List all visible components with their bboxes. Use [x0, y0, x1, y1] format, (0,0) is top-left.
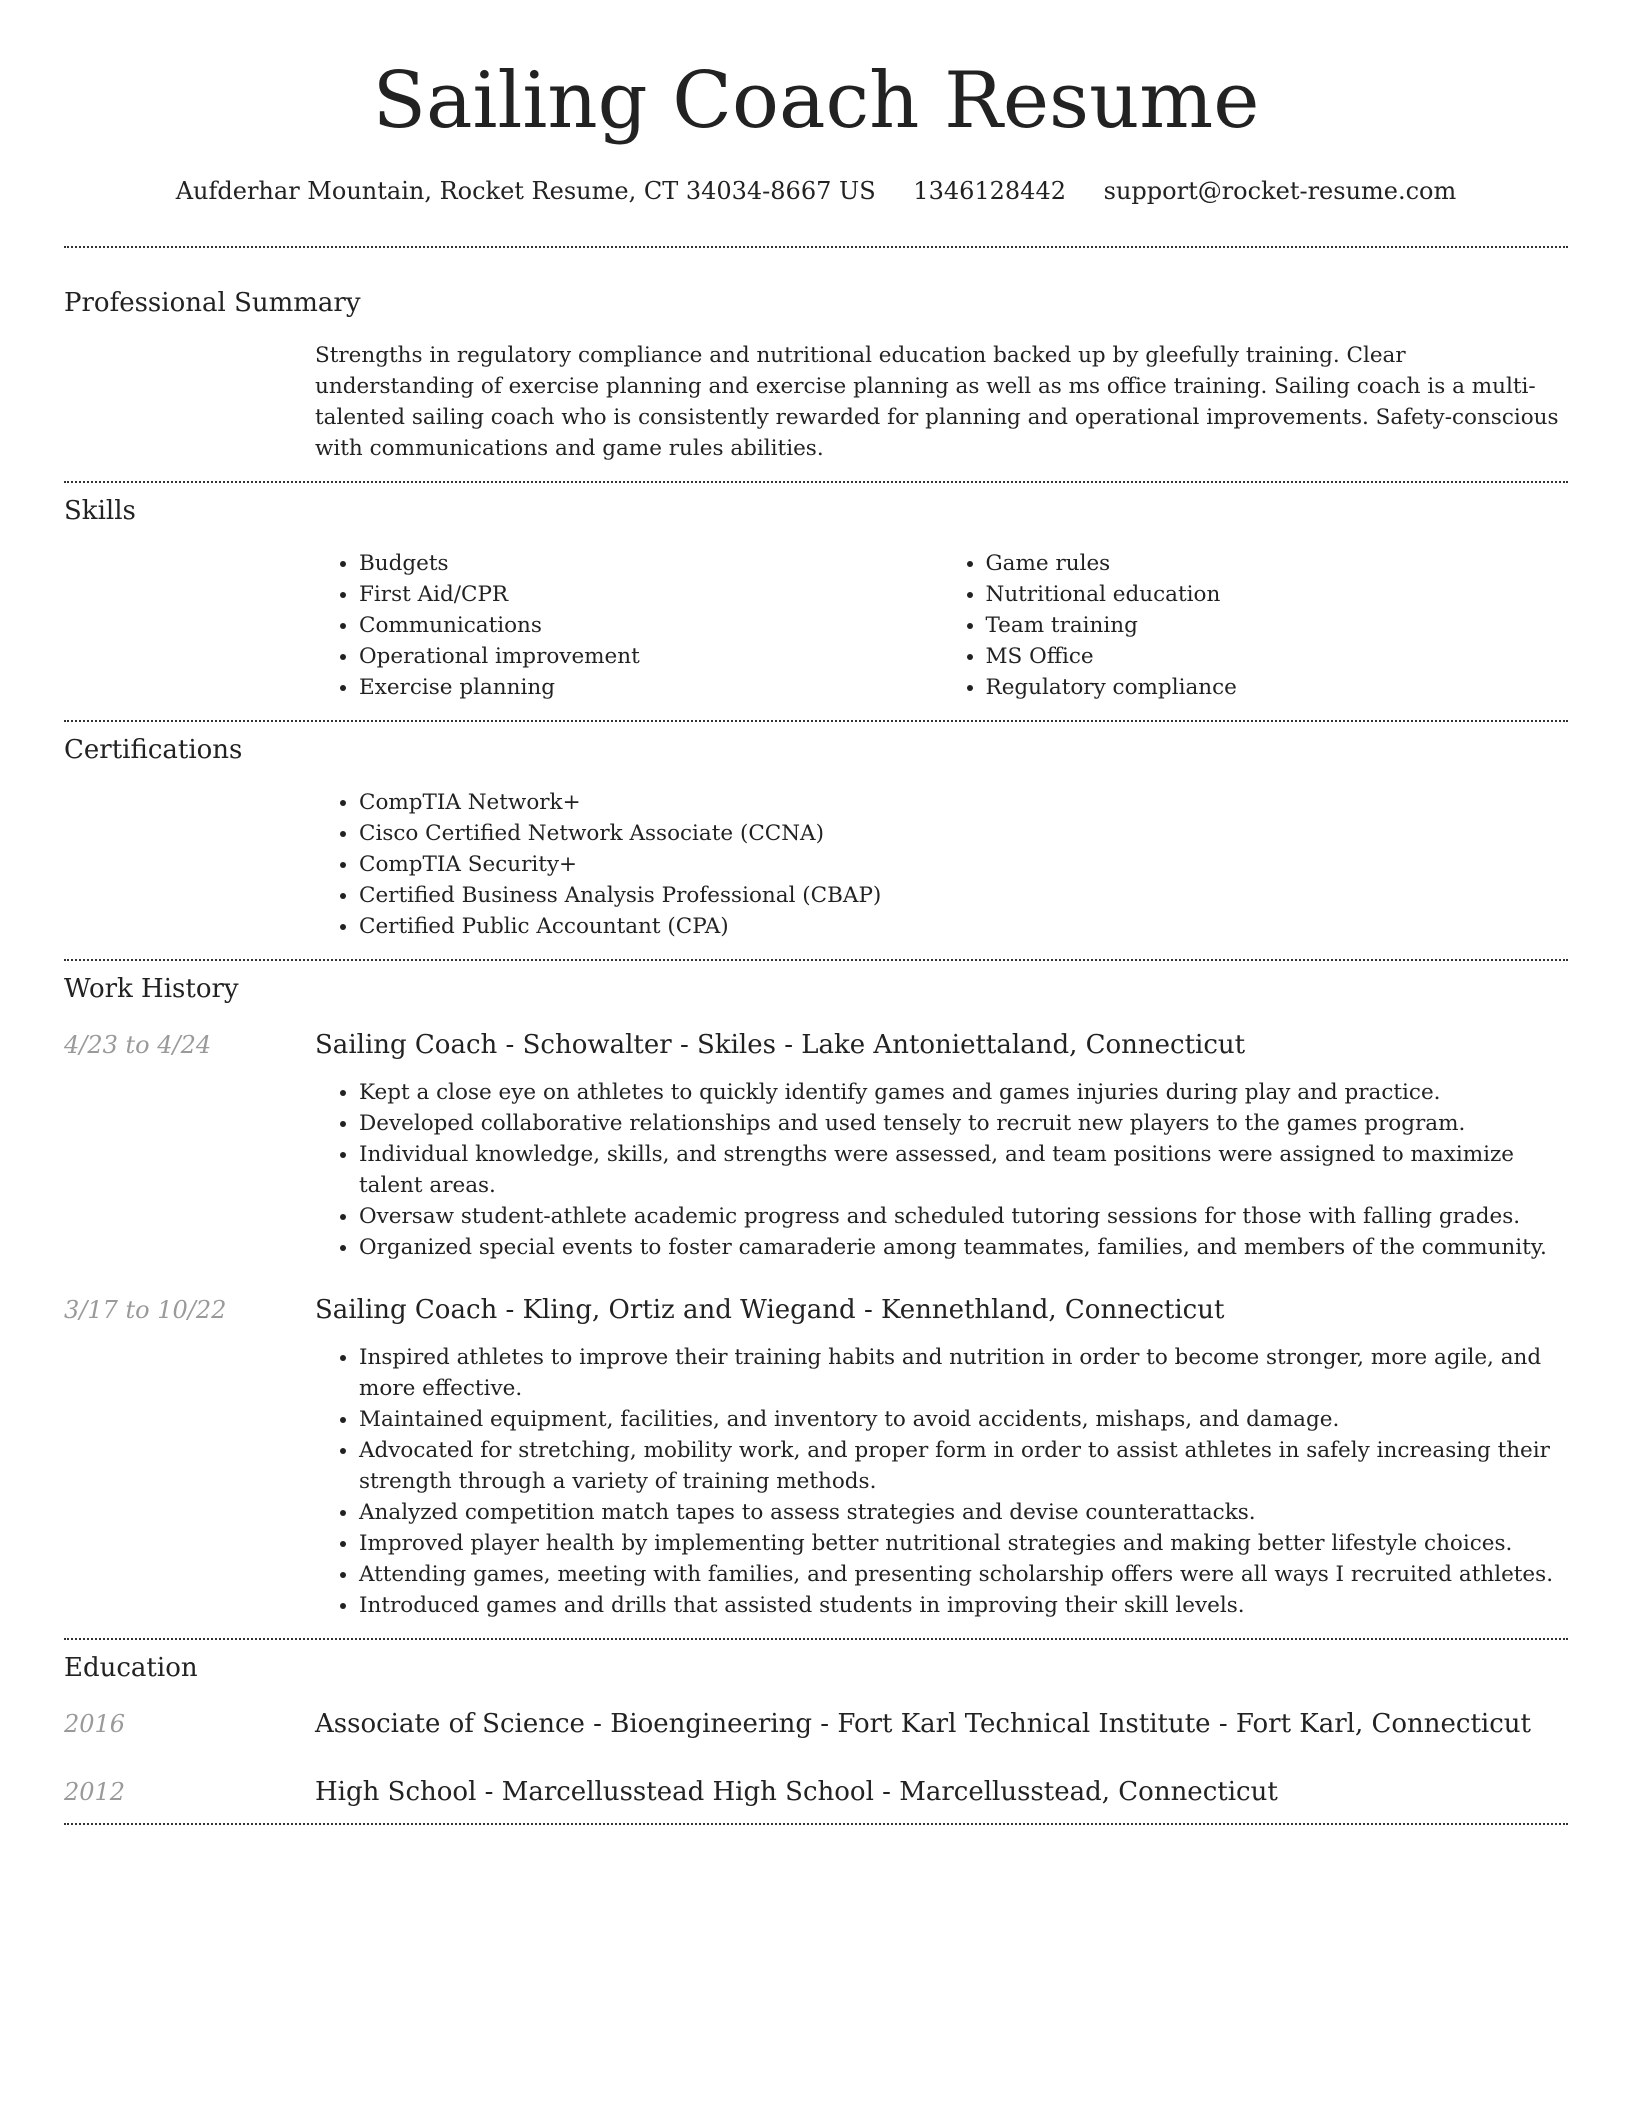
summary-text: Strengths in regulatory compliance and nutritional education backed up by gleefully training. Clear understanding of exercise planning and exercise planning as well as ms office training. Sailing coach is a multi-talented sailing coach who is consistently rewarded for planning and operational improvements. Safety-conscious with communications and game rules abilities. [315, 343, 1559, 461]
skill-item: • Nutritional education [986, 579, 1569, 610]
job-bullet: • Oversaw student-athlete academic progress and scheduled tutoring sessions for those with falling grades. [359, 1201, 1568, 1232]
education-date: 2012 [64, 1778, 126, 1806]
contact-address: Aufderhar Mountain, Rocket Resume, CT 34034-8667 US [175, 177, 876, 205]
summary-heading: Professional Summary [64, 288, 361, 318]
job-date: 4/23 to 4/24 [64, 1031, 212, 1059]
summary-section [64, 286, 1568, 464]
job-bullet: • Attending games, meeting with families, and presenting scholarship offers were all ways I recruited athletes. [359, 1559, 1568, 1590]
job-bullet: • Introduced games and drills that assisted students in improving their skill levels. [359, 1590, 1568, 1621]
work-heading: Work History [64, 974, 239, 1004]
certification-item: • Certified Public Accountant (CPA) [359, 911, 1568, 942]
resume-page [64, 0, 1568, 1825]
contact-phone: 1346128442 [913, 177, 1066, 205]
education-title: High School - Marcellusstead High School - Marcellusstead, Connecticut [315, 1777, 1278, 1807]
certification-item: • Certified Business Analysis Professional (CBAP) [359, 880, 1568, 911]
certifications-heading: Certifications [64, 735, 243, 765]
education-section [64, 1651, 1568, 1809]
education-entry [64, 1775, 1568, 1809]
skill-item: • MS Office [986, 641, 1569, 672]
job-bullet: • Maintained equipment, facilities, and inventory to avoid accidents, mishaps, and damage. [359, 1404, 1568, 1435]
job-bullet: • Developed collaborative relationships and used tensely to recruit new players to the games program. [359, 1108, 1568, 1139]
skill-item: • Regulatory compliance [986, 672, 1569, 703]
skill-item: • Communications [359, 610, 942, 641]
skills-list-right [942, 548, 1569, 703]
job-bullet: • Advocated for stretching, mobility work, and proper form in order to assist athletes in safely increasing their strength through a variety of training methods. [359, 1435, 1568, 1497]
job-bullet: • Inspired athletes to improve their training habits and nutrition in order to become stronger, more agile, and more effective. [359, 1342, 1568, 1404]
skill-item: • Budgets [359, 548, 942, 579]
certification-item: • CompTIA Network+ [359, 787, 1568, 818]
job-title: Sailing Coach - Schowalter - Skiles - Lake Antoniettaland, Connecticut [315, 1030, 1246, 1060]
skill-item: • First Aid/CPR [359, 579, 942, 610]
job-bullets [315, 1342, 1568, 1621]
education-entry [64, 1707, 1568, 1741]
divider [64, 1823, 1568, 1825]
job-bullet: • Analyzed competition match tapes to assess strategies and devise counterattacks. [359, 1497, 1568, 1528]
skill-item: • Team training [986, 610, 1569, 641]
certification-item: • CompTIA Security+ [359, 849, 1568, 880]
certifications-section [64, 733, 1568, 942]
job-bullet: • Improved player health by implementing better nutritional strategies and making better lifestyle choices. [359, 1528, 1568, 1559]
divider [64, 246, 1568, 248]
job-bullet: • Individual knowledge, skills, and strengths were assessed, and team positions were assigned to maximize talent areas. [359, 1139, 1568, 1201]
divider [64, 720, 1568, 722]
job-bullet: • Organized special events to foster camaraderie among teammates, families, and members of the community. [359, 1232, 1568, 1263]
skill-item: • Operational improvement [359, 641, 942, 672]
contact-email: support@rocket-resume.com [1103, 177, 1457, 205]
skill-item: • Exercise planning [359, 672, 942, 703]
job-entry [64, 1028, 1568, 1062]
divider [64, 1638, 1568, 1640]
education-heading: Education [64, 1653, 198, 1683]
job-bullet: • Kept a close eye on athletes to quickly identify games and games injuries during play and practice. [359, 1077, 1568, 1108]
education-title: Associate of Science - Bioengineering - Fort Karl Technical Institute - Fort Karl, Connecticut [315, 1709, 1531, 1739]
job-title: Sailing Coach - Kling, Ortiz and Wiegand - Kennethland, Connecticut [315, 1295, 1225, 1325]
skills-list-left [315, 548, 942, 703]
education-date: 2016 [64, 1710, 126, 1738]
divider [64, 481, 1568, 483]
contact-line [64, 174, 1568, 208]
job-entry [64, 1293, 1568, 1327]
skill-item: • Game rules [986, 548, 1569, 579]
job-date: 3/17 to 10/22 [64, 1296, 227, 1324]
certification-item: • Cisco Certified Network Associate (CCNA) [359, 818, 1568, 849]
skills-section [64, 494, 1568, 703]
divider [64, 959, 1568, 961]
skills-heading: Skills [64, 496, 136, 526]
resume-title: Sailing Coach Resume [372, 56, 1260, 146]
job-bullets [315, 1077, 1568, 1263]
work-section [64, 972, 1568, 1621]
certifications-list [315, 787, 1568, 942]
